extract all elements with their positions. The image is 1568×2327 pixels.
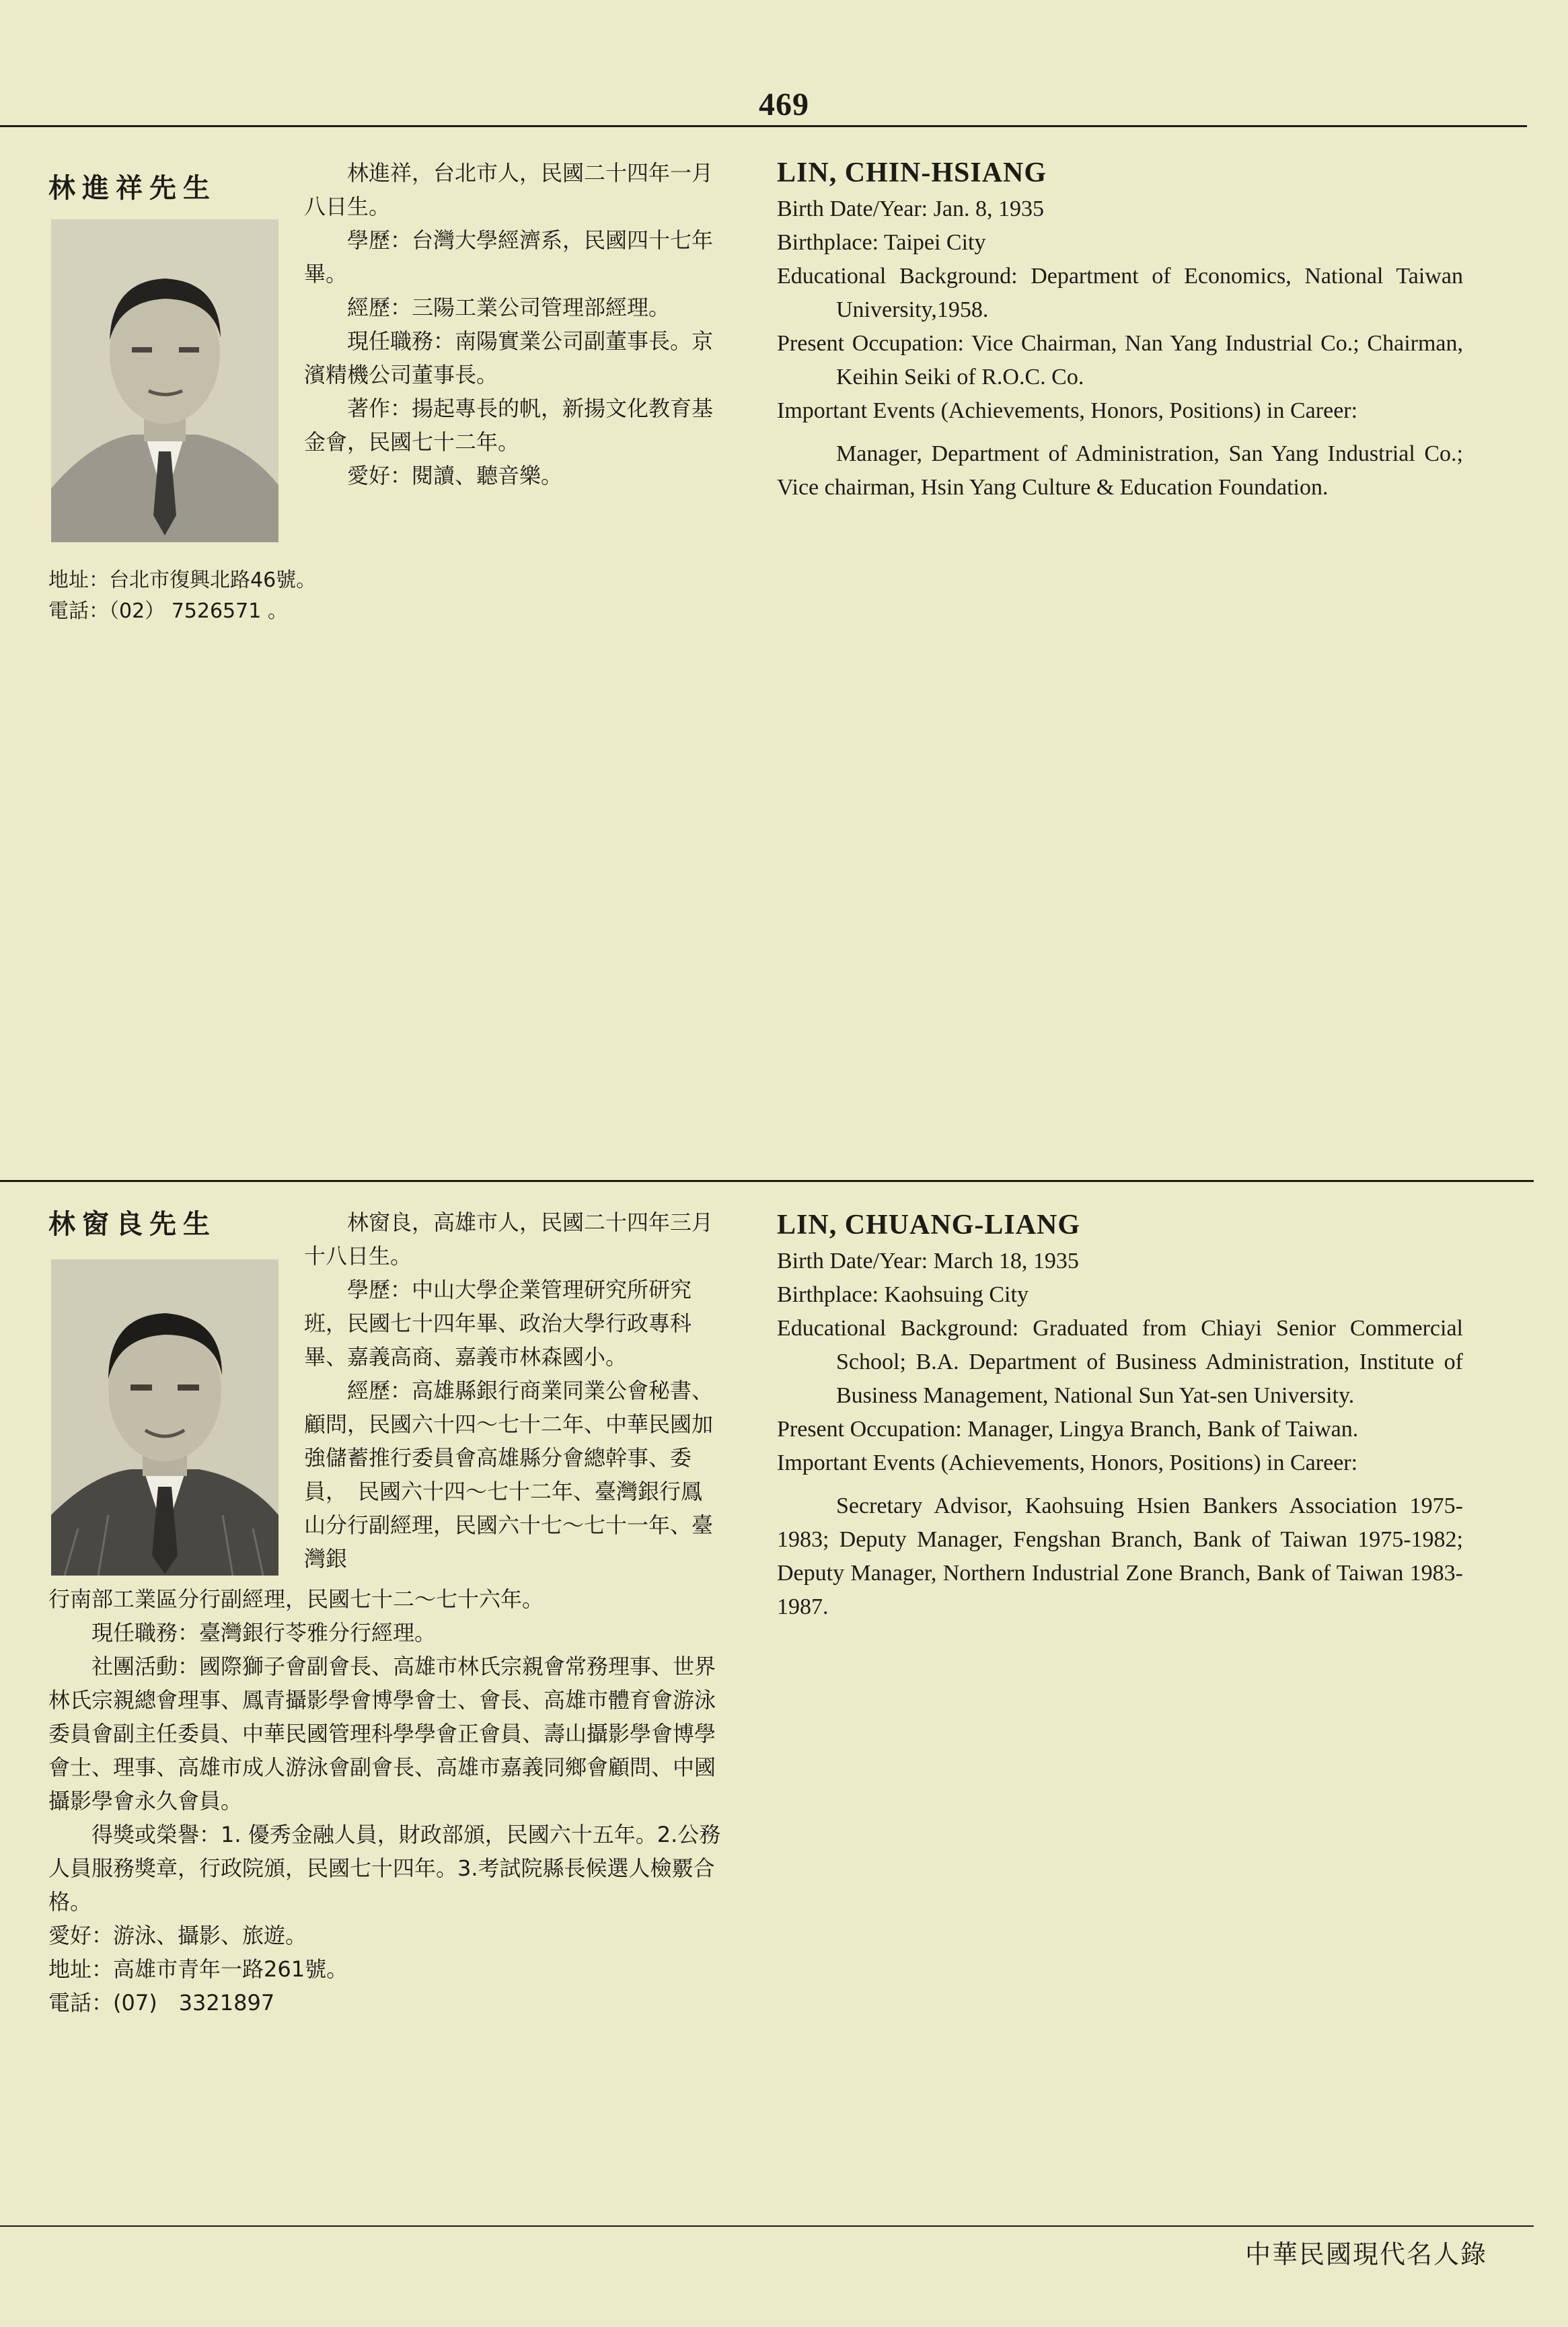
important-events-label: Important Events (Achievements, Honors, Positions) in Career: — [777, 398, 1358, 423]
bio-associations: 社團活動：國際獅子會副會長、高雄市林氏宗親會常務理事、世界林氏宗親總會理事、鳳青攝影學會博學會士、會長、高雄市體育會游泳委員會副主任委員、中華民國管理科學學會正會員、壽山攝影學會博學會士、理事、高雄市成人游泳會副會長、高雄市嘉義同鄉會顧問、中國攝影學會永久會員。 — [48, 1654, 716, 1814]
birthplace: Birthplace: Taipei City — [777, 230, 986, 255]
bio-works: 著作：揚起專長的帆，新揚文化教育基金會，民國七十二年。 — [304, 396, 714, 455]
english-biography — [777, 1206, 1463, 1624]
bio-experience: 經歷：高雄縣銀行商業同業公會秘書、顧問，民國六十四～七十二年、中華民國加強儲蓄推行委員會高雄縣分會總幹事、委員， 民國六十四～七十二年、臺灣銀行鳳山分行副經理，民國六十七～七十一年、臺灣銀 — [304, 1378, 714, 1572]
important-events-text: Manager, Department of Administration, San Yang Industrial Co.; Vice chairman, Hsin Yang Culture & Education Foundation. — [777, 441, 1463, 500]
bio-education: 學歷：台灣大學經濟系，民國四十七年畢。 — [304, 227, 714, 287]
address: 地址：高雄市青年一路261號。 — [48, 1956, 348, 1982]
bio-hobbies: 愛好：游泳、攝影、旅遊。 — [48, 1923, 307, 1948]
book-title-footer: 中華民國現代名人錄 — [1244, 2240, 1487, 2269]
bio-intro: 林窗良，高雄市人，民國二十四年三月十八日生。 — [304, 1210, 714, 1269]
bio-education: 學歷：中山大學企業管理研究所研究班，民國七十四年畢、政治大學行政專科畢、嘉義高商、嘉義市林森國小。 — [304, 1277, 692, 1370]
top-divider — [0, 125, 1527, 127]
entry-divider — [0, 1180, 1534, 1182]
chinese-biography-main — [304, 1206, 716, 1576]
portrait-image — [51, 219, 278, 542]
bottom-divider — [0, 2225, 1534, 2227]
page-number: 469 — [759, 87, 809, 122]
biography-entry — [0, 1191, 1568, 2025]
biography-entry — [0, 135, 1568, 646]
chinese-name-heading: 林進祥先生 — [48, 173, 217, 204]
address: 地址：台北市復興北路46號。 — [48, 568, 317, 592]
english-biography — [777, 153, 1463, 505]
phone: 電話：（02） 7526571 。 — [48, 599, 288, 623]
bio-hobbies: 愛好：閱讀、聽音樂。 — [347, 463, 563, 488]
educational-background: Educational Background: Graduated from Chiayi Senior Commercial School; B.A. Department of Business Administration, Institute of Business Management, National Sun Yat-sen University. — [777, 1316, 1463, 1408]
contact-info — [48, 565, 316, 627]
portrait-photo — [51, 1259, 278, 1576]
present-occupation: Present Occupation: Manager, Lingya Branch, Bank of Taiwan. — [777, 1417, 1359, 1442]
phone: 電話：(07) 3321897 — [48, 1990, 275, 2016]
english-name-heading: LIN, CHUANG-LIANG — [777, 1210, 1081, 1241]
english-name-heading: LIN, CHIN-HSIANG — [777, 157, 1047, 188]
birthplace: Birthplace: Kaohsuing City — [777, 1282, 1029, 1307]
bio-experience-continued: 行南部工業區分行副經理，民國七十二～七十六年。 — [48, 1586, 544, 1612]
present-occupation: Present Occupation: Vice Chairman, Nan Yang Industrial Co.; Chairman, Keihin Seiki of R.O.C. Co. — [777, 331, 1463, 390]
portrait-image — [51, 1259, 278, 1576]
chinese-name-heading: 林窗良先生 — [48, 1209, 217, 1240]
chinese-biography-continued — [48, 1582, 721, 2020]
birth-date: Birth Date/Year: Jan. 8, 1935 — [777, 196, 1044, 221]
important-events-text: Secretary Advisor, Kaohsuing Hsien Bankers Association 1975-1983; Deputy Manager, Fengshan Branch, Bank of Taiwan 1975-1982; Deputy Manager, Northern Industrial Zone Branch, Bank of Taiwan 1983-1987. — [777, 1493, 1463, 1619]
bio-occupation: 現任職務：臺灣銀行苓雅分行經理。 — [91, 1620, 437, 1646]
portrait-photo — [51, 219, 278, 542]
bio-awards: 得獎或榮譽：1. 優秀金融人員，財政部頒，民國六十五年。2.公務人員服務獎章，行政院頒，民國七十四年。3.考試院縣長候選人檢覈合格。 — [48, 1822, 721, 1915]
bio-experience: 經歷：三陽工業公司管理部經理。 — [347, 295, 671, 320]
birth-date: Birth Date/Year: March 18, 1935 — [777, 1249, 1079, 1273]
chinese-biography — [304, 156, 716, 492]
bio-intro: 林進祥，台北市人，民國二十四年一月八日生。 — [304, 160, 714, 219]
bio-occupation: 現任職務：南陽實業公司副董事長。京濱精機公司董事長。 — [304, 328, 714, 387]
educational-background: Educational Background: Department of Economics, National Taiwan University,1958. — [777, 264, 1463, 322]
important-events-label: Important Events (Achievements, Honors, Positions) in Career: — [777, 1450, 1358, 1475]
